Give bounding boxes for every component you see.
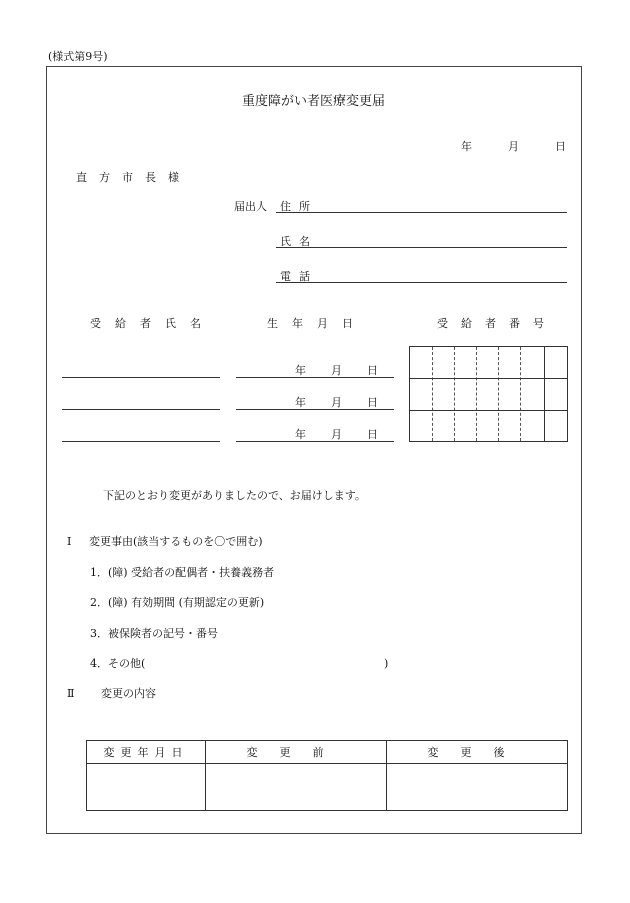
grid-row-line (410, 378, 567, 379)
reason-item-1[interactable]: 1．(障) 受給者の配偶者・扶養義務者 (90, 566, 275, 579)
name-underline (276, 247, 567, 248)
grid-divider (476, 347, 477, 441)
change-after-cell[interactable] (387, 764, 568, 811)
name-label: 氏名 (280, 235, 318, 248)
section2-numeral: Ⅱ (67, 687, 75, 700)
phone-label: 電話 (280, 270, 318, 283)
dob-year-label: 年 (295, 364, 306, 377)
section2-heading: 変更の内容 (101, 687, 156, 700)
reason-item-4[interactable]: 4．その他( (90, 657, 146, 670)
dob-month-label: 月 (331, 396, 342, 409)
recipient-name-underline (62, 409, 220, 410)
reason-item-2[interactable]: 2．(障) 有効期間 (有期認定の更新) (90, 596, 265, 609)
recipient-name-underline (62, 377, 220, 378)
header-recipient-number: 受給者番号 (437, 317, 557, 330)
reason-item-4-close: ) (384, 657, 389, 670)
form-title: 重度障がい者医療変更届 (242, 94, 386, 109)
change-table (86, 740, 568, 811)
address-underline (276, 212, 567, 213)
grid-divider (432, 347, 433, 441)
intro-text: 下記のとおり変更がありましたので、お届けします。 (103, 489, 366, 502)
dob-underline (236, 377, 394, 378)
recipient-number-grid[interactable] (409, 346, 568, 442)
grid-row-line (410, 410, 567, 411)
section1-numeral: Ⅰ (67, 535, 72, 548)
change-before-cell[interactable] (206, 764, 387, 811)
dob-day-label: 日 (367, 364, 378, 377)
change-date-cell[interactable] (87, 764, 206, 811)
date-month-label: 月 (508, 140, 519, 153)
grid-divider (498, 347, 499, 441)
reason-item-3[interactable]: 3．被保険者の記号・番号 (90, 627, 218, 640)
date-day-label: 日 (555, 140, 566, 153)
dob-year-label: 年 (295, 396, 306, 409)
dob-day-label: 日 (367, 428, 378, 441)
applicant-label: 届出人 (234, 200, 267, 213)
addressee: 直方市長様 (76, 171, 191, 184)
dob-month-label: 月 (331, 428, 342, 441)
header-recipient-name: 受給者氏名 (90, 317, 215, 330)
grid-divider (454, 347, 455, 441)
section1-heading: 変更事由(該当するものを〇で囲む) (89, 535, 263, 548)
grid-divider (544, 347, 545, 441)
phone-underline (276, 282, 567, 283)
grid-divider (520, 347, 521, 441)
address-label: 住所 (280, 200, 318, 213)
change-date-header: 変更年月日 (87, 741, 206, 764)
header-birthdate: 生年月日 (267, 317, 367, 330)
change-before-header: 変更前 (206, 741, 387, 764)
dob-day-label: 日 (367, 396, 378, 409)
dob-underline (236, 441, 394, 442)
form-number: (様式第9号) (48, 50, 108, 63)
change-after-header: 変更後 (387, 741, 568, 764)
dob-underline (236, 409, 394, 410)
recipient-name-underline (62, 441, 220, 442)
date-year-label: 年 (461, 140, 472, 153)
dob-year-label: 年 (295, 428, 306, 441)
dob-month-label: 月 (331, 364, 342, 377)
